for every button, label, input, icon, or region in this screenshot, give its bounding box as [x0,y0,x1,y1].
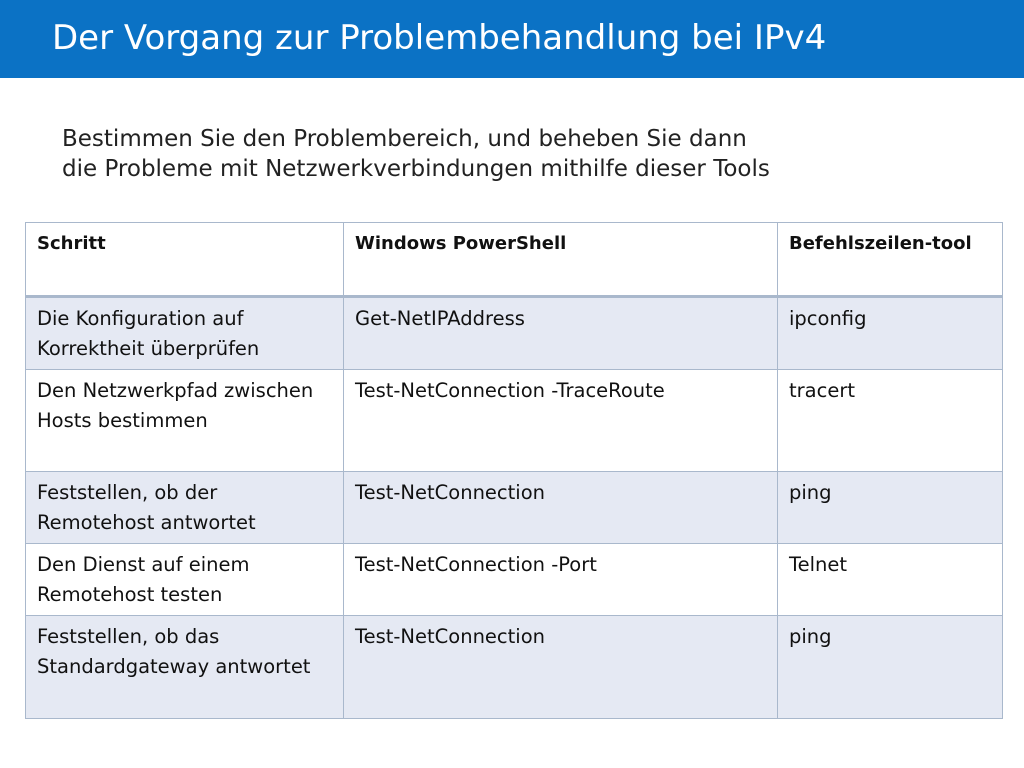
troubleshooting-table [25,222,1003,719]
cell-tool: tracert [778,370,1003,472]
title-bar [0,0,1024,78]
intro-line-1: Bestimmen Sie den Problembereich, und beheben Sie dann [62,126,747,152]
header-command-line-tool: Befehlszeilen-tool [778,223,1003,297]
cell-powershell: Get-NetIPAddress [344,297,778,370]
cell-step: Feststellen, ob das Standardgateway antwortet [26,616,344,719]
cell-tool: Telnet [778,544,1003,616]
table-header-row [26,223,1003,297]
table-row [26,544,1003,616]
cell-tool: ping [778,616,1003,719]
cell-powershell: Test-NetConnection -Port [344,544,778,616]
table-row [26,297,1003,370]
cell-tool: ipconfig [778,297,1003,370]
cell-powershell: Test-NetConnection [344,472,778,544]
cell-powershell: Test-NetConnection -TraceRoute [344,370,778,472]
table-row [26,370,1003,472]
intro-text [62,124,982,184]
cell-step: Feststellen, ob der Remotehost antwortet [26,472,344,544]
header-powershell: Windows PowerShell [344,223,778,297]
cell-powershell: Test-NetConnection [344,616,778,719]
table-row [26,616,1003,719]
intro-line-2: die Probleme mit Netzwerkverbindungen mithilfe dieser Tools [62,156,770,182]
cell-step: Den Dienst auf einem Remotehost testen [26,544,344,616]
header-step: Schritt [26,223,344,297]
slide-title: Der Vorgang zur Problembehandlung bei IPv4 [52,18,827,58]
table-row [26,472,1003,544]
cell-tool: ping [778,472,1003,544]
cell-step: Den Netzwerkpfad zwischen Hosts bestimmen [26,370,344,472]
cell-step: Die Konfiguration auf Korrektheit überprüfen [26,297,344,370]
